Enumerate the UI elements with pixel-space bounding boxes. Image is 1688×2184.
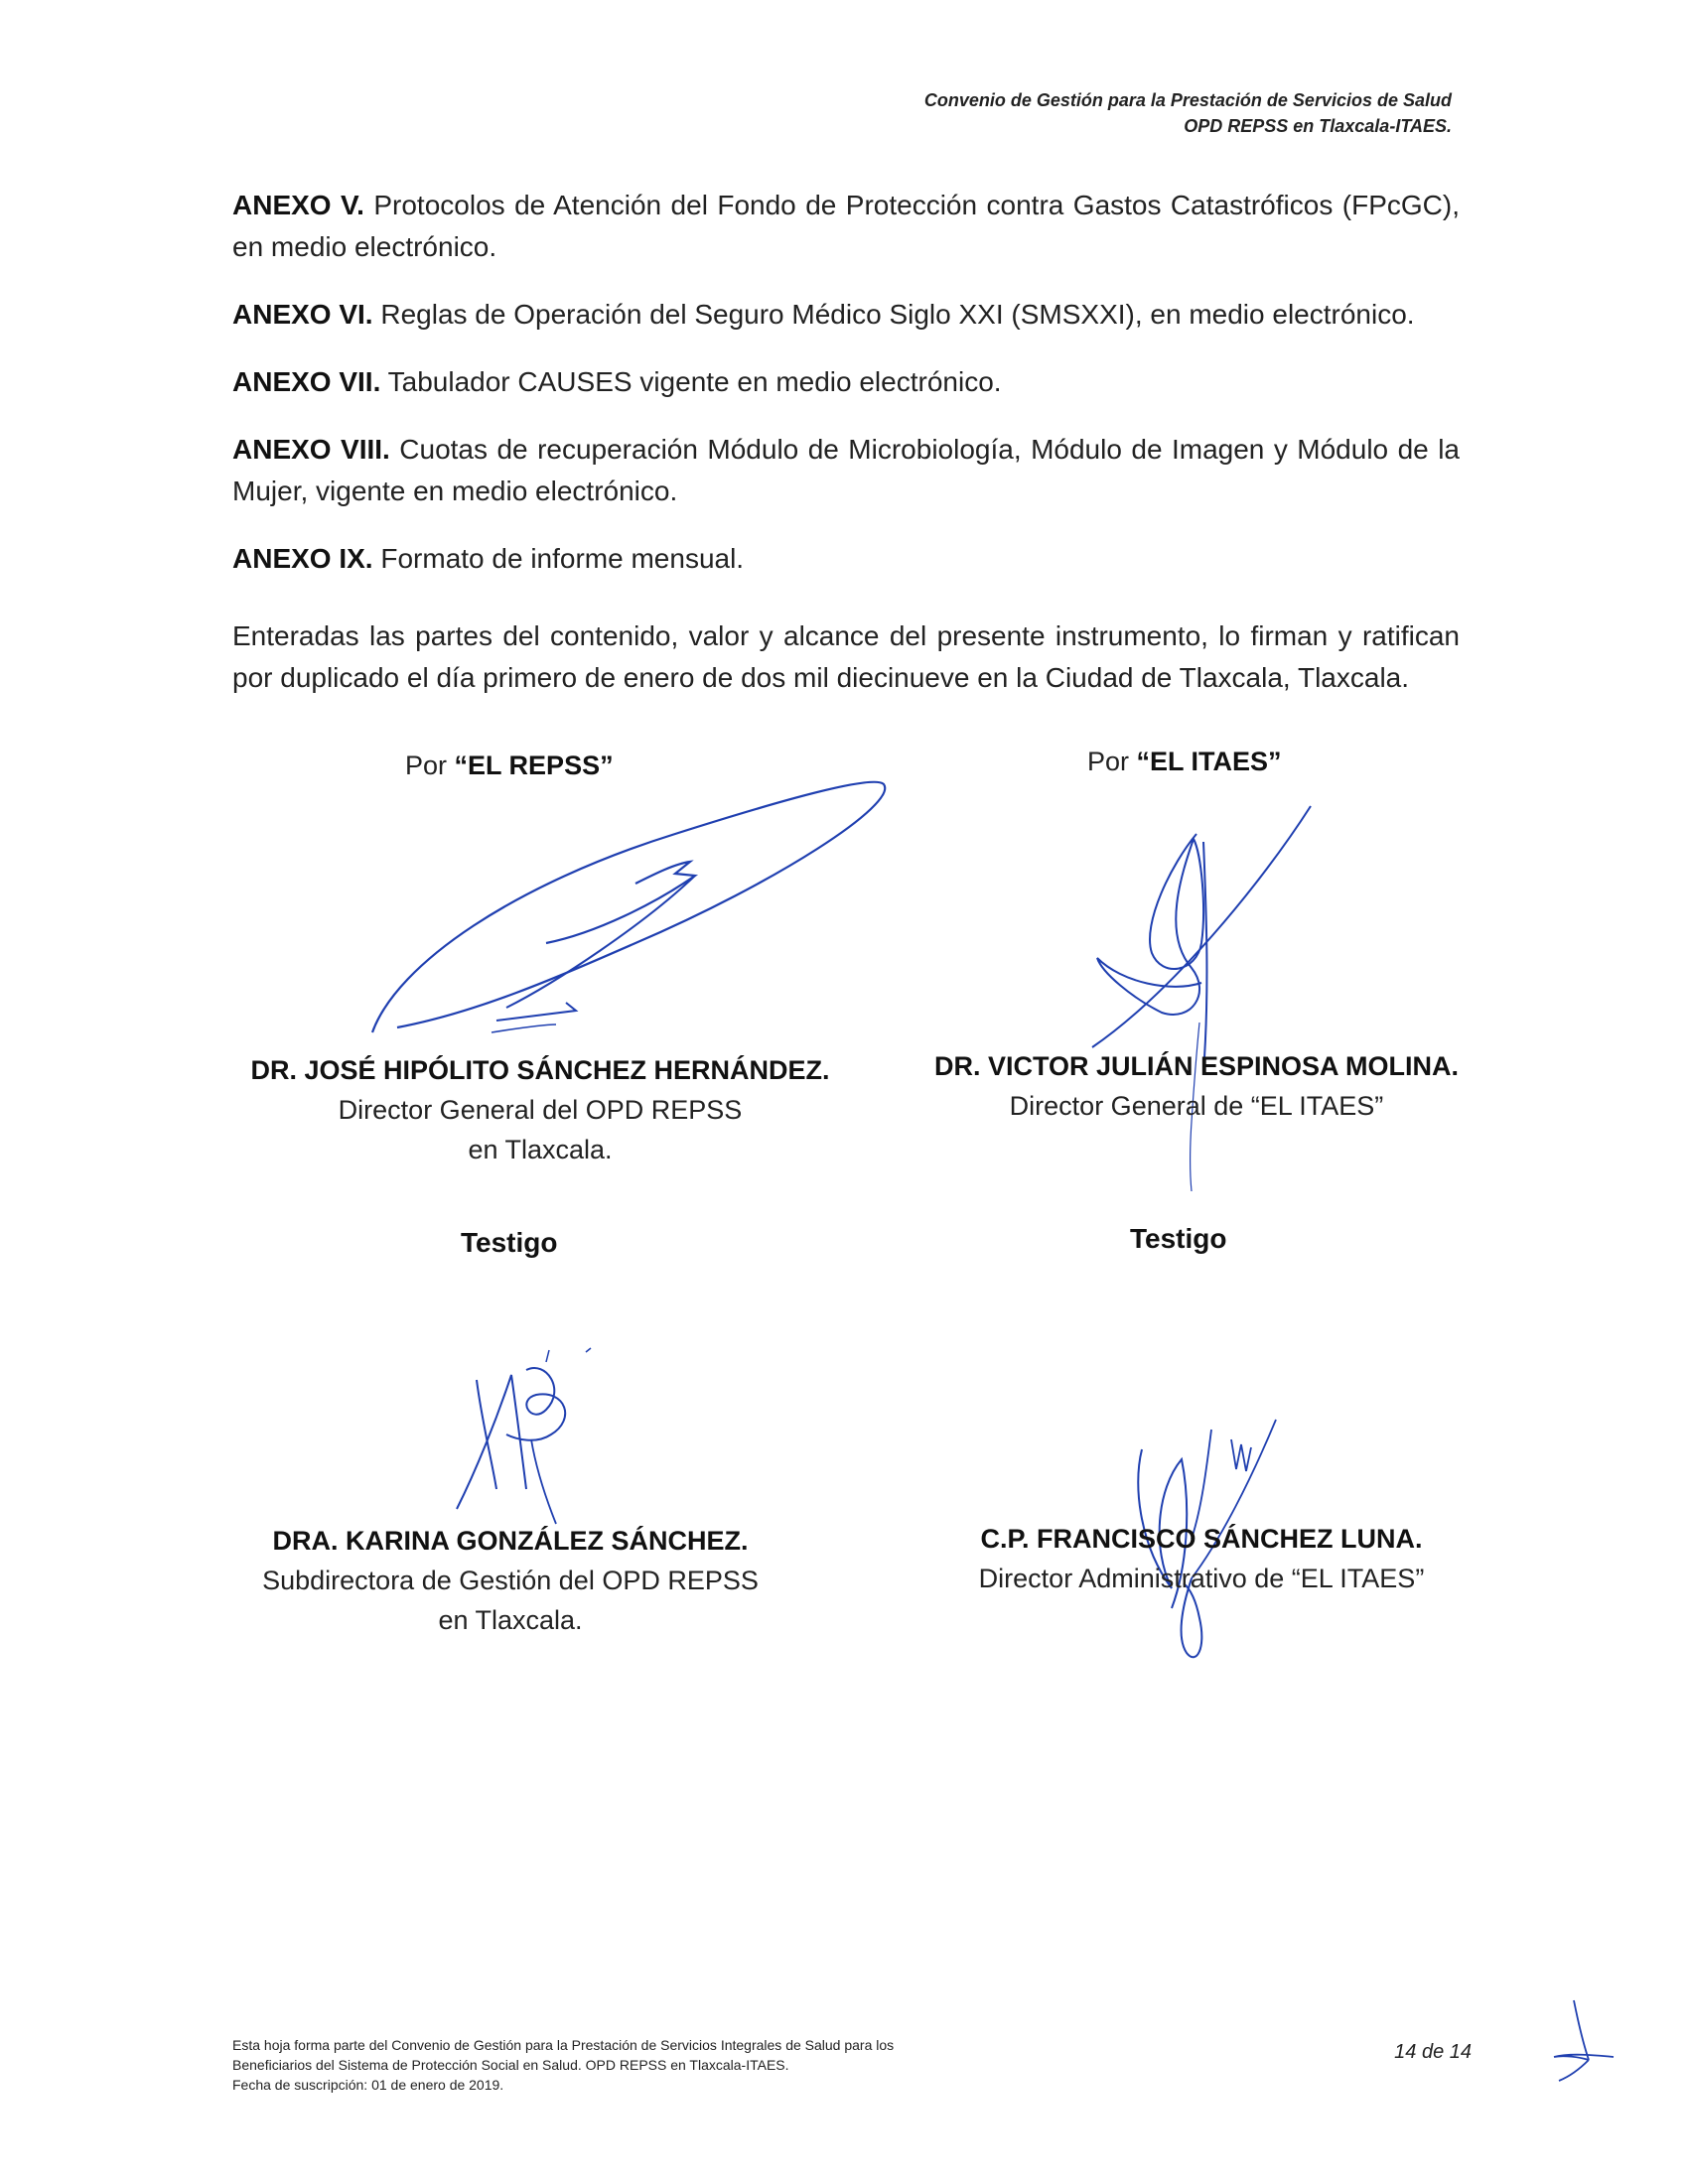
annex-item [232, 361, 1460, 403]
footer-line-2: Beneficiarios del Sistema de Protección Social en Salud. OPD REPSS en Tlaxcala-ITAES. [232, 2057, 789, 2073]
annex-text: Cuotas de recuperación Módulo de Microbiología, Módulo de Imagen y Módulo de la Mujer, vigente en medio electrónico. [232, 434, 1460, 506]
party-itaes-label [1087, 747, 1282, 777]
party-prefix: Por [405, 751, 455, 780]
page-footer [232, 2035, 1086, 2095]
annex-text: Protocolos de Atención del Fondo de Protección contra Gastos Catastróficos (FPcGC), en medio electrónico. [232, 190, 1460, 262]
initials-mark [1549, 1995, 1618, 2085]
header-line-1: Convenio de Gestión para la Prestación de Servicios de Salud [923, 90, 1452, 110]
witness-label-left: Testigo [461, 1227, 558, 1258]
signatory-witness-right [914, 1519, 1489, 1598]
annex-text: Tabulador CAUSES vigente en medio electrónico. [380, 366, 1002, 397]
witness-label-right: Testigo [1130, 1223, 1227, 1254]
annex-item [232, 429, 1460, 512]
party-name: “EL REPSS” [454, 751, 614, 780]
closing-paragraph: Enteradas las partes del contenido, valor y alcance del presente instrumento, lo firman y ratifican por duplicado el día primero de enero de dos mil diecinueve en la Ciudad de Tlaxcala, Tlaxcala. [232, 620, 1460, 693]
annex-text: Formato de informe mensual. [372, 543, 745, 574]
annex-text: Reglas de Operación del Seguro Médico Siglo XXI (SMSXXI), en medio electrónico. [372, 299, 1415, 330]
signatory-role: Director General de “EL ITAES” [1009, 1091, 1384, 1121]
document-header [924, 87, 1452, 139]
signatory-role: Director Administrativo de “EL ITAES” [978, 1564, 1425, 1593]
signatory-role-cont: en Tlaxcala. [468, 1135, 613, 1164]
annex-label: ANEXO VII. [232, 366, 381, 397]
signature-itaes-director [1082, 794, 1340, 1201]
party-prefix: Por [1087, 747, 1137, 776]
signatory-itaes-director [884, 1046, 1509, 1126]
annex-label: ANEXO IX. [232, 543, 373, 574]
signatory-name: DRA. KARINA GONZÁLEZ SÁNCHEZ. [272, 1526, 749, 1556]
page-number: 14 de 14 [1394, 2041, 1472, 2063]
footer-line-3: Fecha de suscripción: 01 de enero de 2019. [232, 2077, 504, 2093]
annex-item [232, 538, 1460, 580]
signatory-witness-left [232, 1521, 788, 1640]
signatory-role: Director General del OPD REPSS [338, 1095, 743, 1125]
annex-item [232, 185, 1460, 268]
footer-line-1: Esta hoja forma parte del Convenio de Gestión para la Prestación de Servicios Integrales de Salud para los [232, 2037, 895, 2053]
header-line-2: OPD REPSS en Tlaxcala-ITAES. [1184, 116, 1452, 136]
signatory-role-cont: en Tlaxcala. [438, 1605, 583, 1635]
signatory-name: C.P. FRANCISCO SÁNCHEZ LUNA. [980, 1524, 1423, 1554]
annex-label: ANEXO V. [232, 190, 364, 220]
signature-repss-director [357, 764, 914, 1052]
signature-witness-left [437, 1340, 635, 1529]
annex-item [232, 294, 1460, 336]
annex-label: ANEXO VI. [232, 299, 373, 330]
signatory-name: DR. VICTOR JULIÁN ESPINOSA MOLINA. [933, 1051, 1460, 1081]
annex-list [232, 185, 1460, 727]
signatory-repss-director [232, 1050, 848, 1169]
signatory-role: Subdirectora de Gestión del OPD REPSS [262, 1566, 759, 1595]
annex-label: ANEXO VIII. [232, 434, 390, 465]
party-name: “EL ITAES” [1136, 747, 1282, 776]
signatory-name: DR. JOSÉ HIPÓLITO SÁNCHEZ HERNÁNDEZ. [250, 1055, 830, 1085]
